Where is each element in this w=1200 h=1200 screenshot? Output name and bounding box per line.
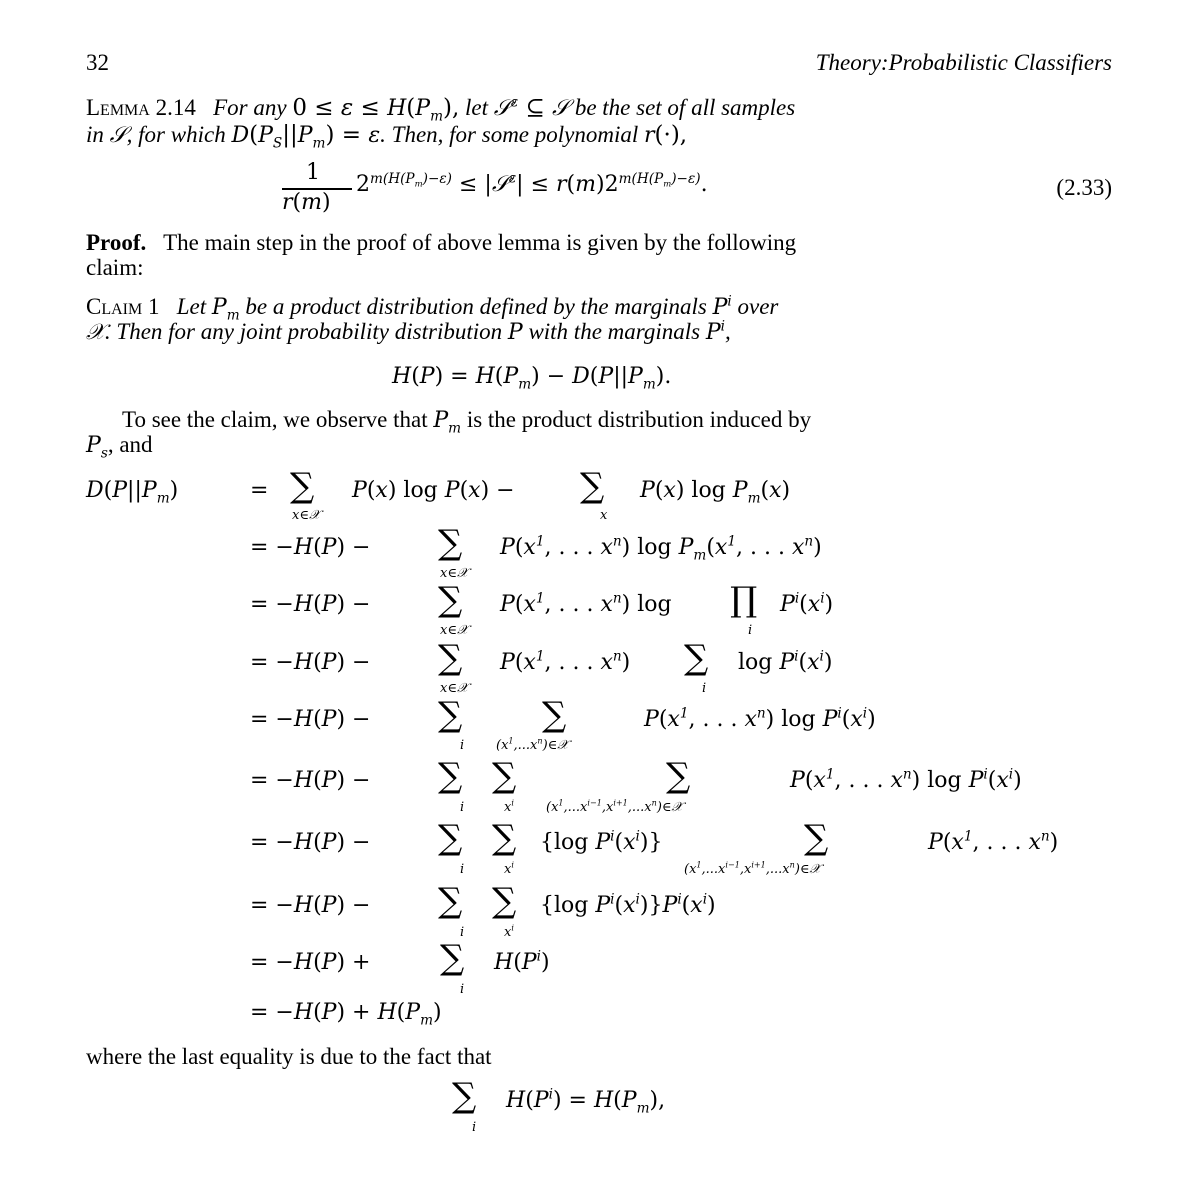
proof-line-2: claim: bbox=[86, 255, 144, 280]
running-title: Theory:Probabilistic Classifiers bbox=[815, 50, 1112, 75]
page-number: 32 bbox=[86, 50, 109, 75]
document-page: 32 Theory:Probabilistic Classifiers Lemma 2.14 For any $0 \le \varepsilon \le H(P_m)$, let 𝒮$^\varepsilon$ ⊆ 𝒮 be the set of all samples in 𝒮, for which $D(P_S||P_m) = \varepsilon$. Then, for some polynomial r(·), 1 r(m) $2^{m(H(P_m)-\varepsilon)}$ ≤ |𝒮$^\varepsilon$| ≤ $r(m)2^{m(H(P_m)-\varepsilon)}$. (2.33) Proof. The main step in the proof of above lemma is given by the following claim: Claim 1 Let $P_m$ be a product distribution defined by the marginals $P^i$ over 𝒳. Then for any joint probability distribution P with the marginals $P^i$, $H(P) = H(P_m) - D(P||P_m)$. To see the claim, we observe that $P_m$ is the product distribution induced by $P_s$, and $D(P||P_m)$ = ∑ x∈𝒳 P(x) log P(x) − ∑ x P(x) $\log P_m(x)$ = −H(P) − ∑ x∈𝒳 $P(x^1$, . . . $x^n$) $\log P_m(x^1$, . . . $x^n$) = −H(P) − ∑ x∈𝒳 $P(x^1$, . . . $x^n$) log ∏ i $P^i(x^i)$ = −H(P) − ∑ x∈𝒳 $P(x^1$, . . . $x^n$) ∑ i $\log P^i(x^i)$ = −H(P) − ∑ i ∑ $(x^1,...x^n)\in 𝒳$ $P(x^1$, . . . $x^n$) $\log P^i(x^i)$ = −H(P) − ∑ i ∑ $x^i$ ∑ $(x^1,...x^{i-1},x^{i+1},...x^n)\in 𝒳$ $P(x^1$, . . . $x^n$) $\log P^i(x^i)$ = −H(P) − ∑ i ∑ $x^i$ {log $P^i(x^i)$} ∑ $(x^1,...x^{i-1},x^{i+1},...x^n)\in 𝒳$ $P(x^1$, . . . $x^n$) = −H(P) − ∑ i ∑ $x^i$ {log $P^i(x^i)\}P^i(x^i)$ = −H(P) + ∑ i $H(P^i)$ = $-H(P) + H(P_m)$ where the last equality is due to the fact that ∑ i $H(P^i) = H(P_m)$, bbox=[86, 50, 1112, 1135]
lemma-line-2: in 𝒮, for which $D(P_S||P_m) = \varepsilon$. Then, for some polynomial r(·), bbox=[86, 122, 688, 152]
derivation-lhs: $D(P||P_m)$ bbox=[86, 478, 179, 507]
equation-number: (2.33) bbox=[1056, 175, 1112, 200]
claim-label: Claim 1 bbox=[86, 294, 160, 319]
lemma-line-1: Lemma 2.14 For any $0 \le \varepsilon \le H(P_m)$, let 𝒮$^\varepsilon$ ⊆ 𝒮 be the set of all samples bbox=[86, 94, 796, 125]
claim-line-1: Claim 1 Let $P_m$ be a product distribution defined by the marginals $P^i$ over bbox=[86, 293, 779, 324]
proof-text: The main step in the proof of above lemma is given by the following bbox=[163, 230, 797, 255]
para-line-2: $P_s$, and bbox=[86, 432, 153, 462]
closing-line: where the last equality is due to the fact that bbox=[86, 1044, 492, 1069]
proof-line-1 bbox=[86, 230, 796, 256]
proof-label: Proof. bbox=[86, 230, 147, 255]
claim-line-2: 𝒳. Then for any joint probability distribution P with the marginals $P^i$, bbox=[86, 318, 731, 345]
para-line-1: To see the claim, we observe that $P_m$ is the product distribution induced by bbox=[122, 407, 812, 437]
lemma-label: Lemma 2.14 bbox=[86, 95, 196, 120]
claim-equation: $H(P) = H(P_m) - D(P||P_m)$. bbox=[392, 364, 672, 393]
